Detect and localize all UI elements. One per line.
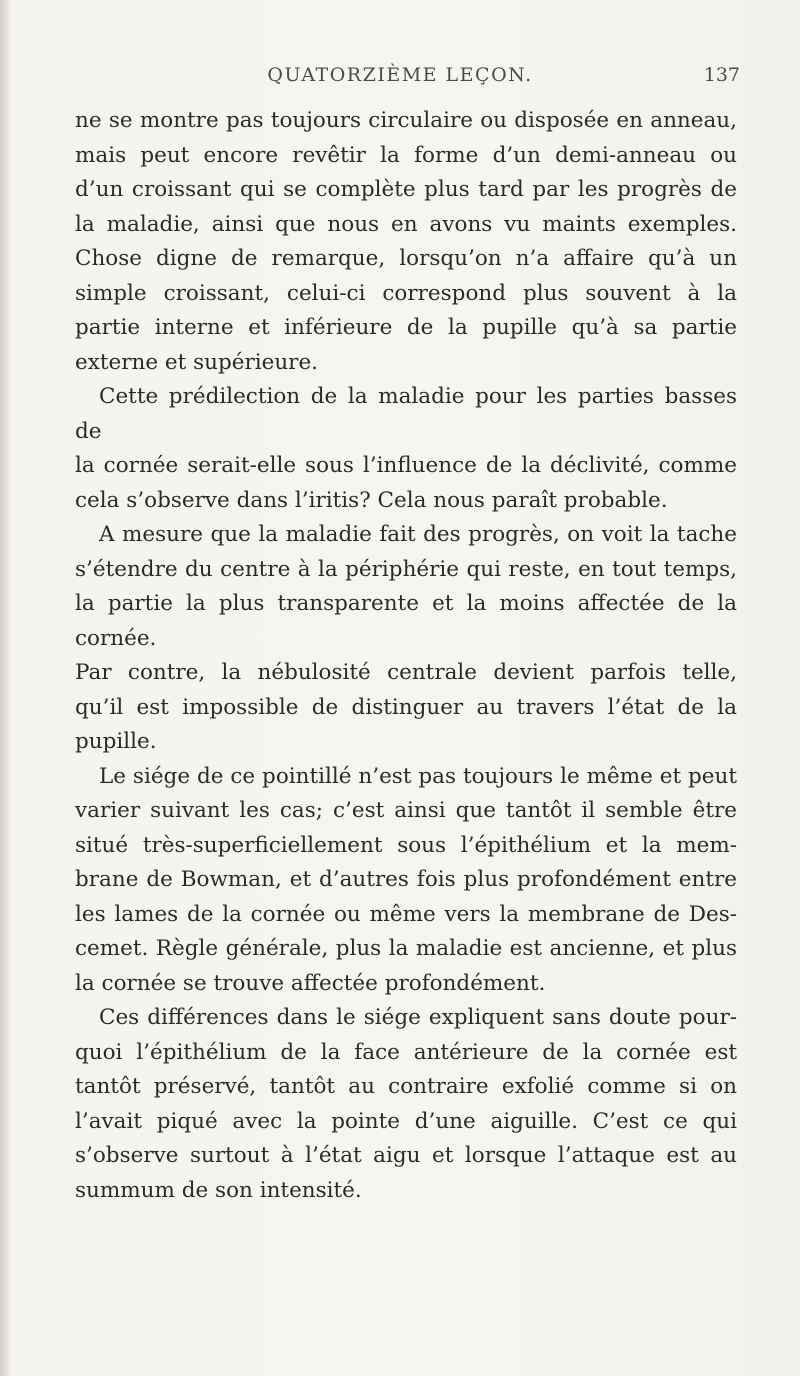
text-line: summum de son intensité. — [75, 1177, 362, 1203]
paragraph — [75, 760, 737, 1002]
text-line: cela s’observe dans l’iritis? Cela nous paraît probable. — [75, 487, 668, 513]
text-line: brane de Bowman, et d’autres fois plus profondément entre — [75, 867, 737, 892]
text-line: pupille. — [75, 729, 157, 754]
paragraph — [75, 518, 737, 760]
paragraph — [75, 380, 737, 518]
text-line: Ces différences dans le siége expliquent sans doute pour- — [99, 1005, 737, 1030]
running-title: QUATORZIÈME LEÇON. — [267, 64, 533, 86]
text-line: simple croissant, celui-ci correspond plus souvent à la — [75, 280, 737, 306]
text-line: qu’il est impossible de distinguer au travers l’état de la — [75, 694, 737, 720]
text-line: Le siége de ce pointillé n’est pas toujours le même et peut — [99, 763, 737, 789]
text-line: cemet. Règle générale, plus la maladie est ancienne, et plus — [75, 936, 737, 961]
running-head — [60, 64, 740, 94]
paragraph — [75, 1001, 737, 1208]
page-number: 137 — [703, 64, 740, 86]
text-line: s’observe surtout à l’état aigu et lorsque l’attaque est au — [75, 1143, 737, 1168]
text-line: A mesure que la maladie fait des progrès, on voit la tache — [99, 522, 737, 547]
text-line: les lames de la cornée ou même vers la membrane de Des- — [75, 901, 737, 927]
text-line: tantôt préservé, tantôt au contraire exfolié comme si on — [75, 1074, 737, 1099]
body-text — [75, 104, 737, 1208]
text-line: partie interne et inférieure de la pupille qu’à sa partie — [75, 315, 737, 340]
text-line: la maladie, ainsi que nous en avons vu maints exemples. — [75, 211, 737, 237]
text-line: la partie la plus transparente et la moins affectée de la cornée. — [75, 591, 737, 651]
text-line: Cette prédilection de la maladie pour les parties basses de — [75, 384, 737, 444]
text-line: Chose digne de remarque, lorsqu’on n’a affaire qu’à un — [75, 246, 737, 271]
text-line: s’étendre du centre à la périphérie qui reste, en tout temps, — [75, 556, 737, 582]
text-line: varier suivant les cas; c’est ainsi que tantôt il semble être — [75, 798, 737, 823]
page-binding-edge — [0, 0, 12, 1376]
text-line: ne se montre pas toujours circulaire ou disposée en anneau, — [75, 108, 737, 133]
text-line: d’un croissant qui se complète plus tard par les progrès de — [75, 177, 737, 202]
text-line: mais peut encore revêtir la forme d’un demi-anneau ou — [75, 142, 737, 168]
text-line: externe et supérieure. — [75, 349, 319, 375]
text-line: l’avait piqué avec la pointe d’une aiguille. C’est ce qui — [75, 1108, 737, 1134]
paragraph — [75, 104, 737, 380]
text-line: situé très-superficiellement sous l’épithélium et la mem- — [75, 832, 737, 858]
text-line: la cornée se trouve affectée profondément. — [75, 970, 546, 996]
text-line: Par contre, la nébulosité centrale devient parfois telle, — [75, 660, 737, 685]
text-line: la cornée serait-elle sous l’influence de la déclivité, comme — [75, 453, 737, 478]
text-line: quoi l’épithélium de la face antérieure de la cornée est — [75, 1039, 737, 1065]
